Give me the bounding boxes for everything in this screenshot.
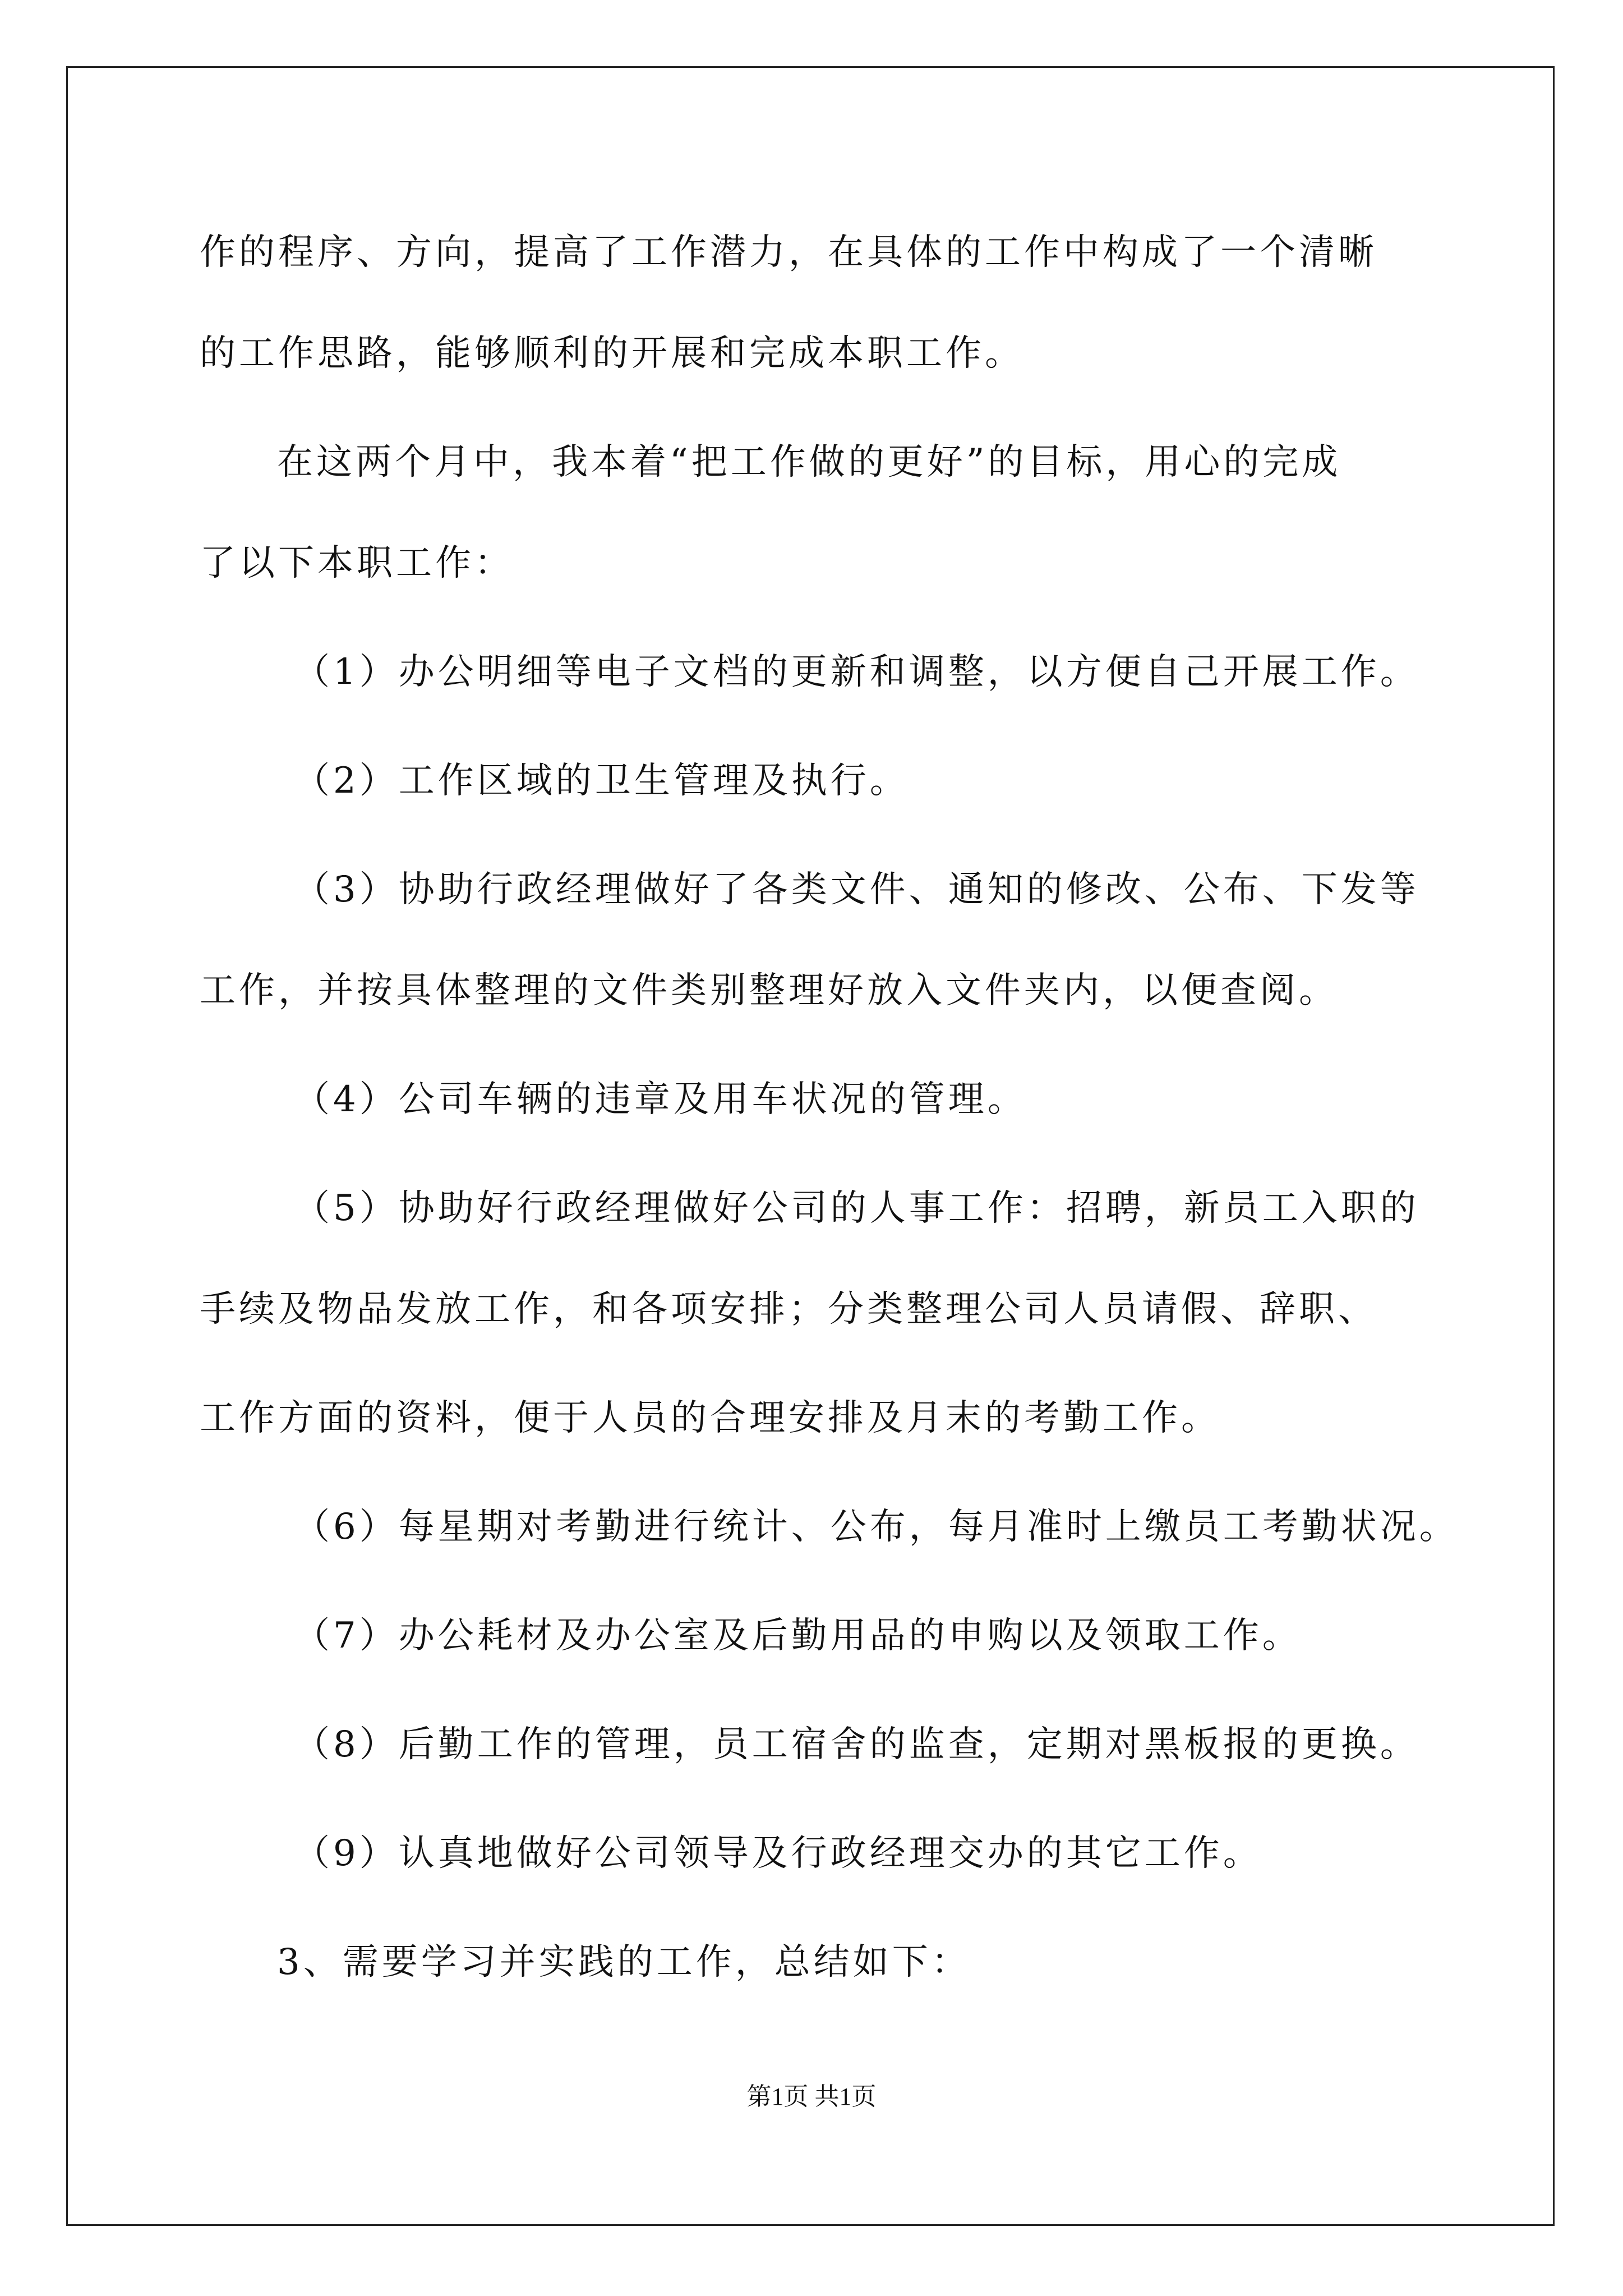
- list-item: （1）办公明细等电子文档的更新和调整，以方便自己开展工作。: [294, 651, 1419, 693]
- list-item: （2）工作区域的卫生管理及执行。: [294, 760, 909, 802]
- list-item: （3）协助行政经理做好了各类文件、通知的修改、公布、下发等: [294, 869, 1419, 910]
- page-border: [66, 66, 1555, 2226]
- text-line: 工作方面的资料，便于人员的合理安排及月末的考勤工作。: [200, 1397, 1220, 1439]
- list-item: （8）后勤工作的管理，员工宿舍的监查，定期对黑板报的更换。: [294, 1724, 1419, 1765]
- page-number-footer: 第1页 共1页: [746, 2083, 877, 2110]
- list-item: （5）协助好行政经理做好公司的人事工作：招聘，新员工入职的: [294, 1188, 1419, 1229]
- section-heading: 3、需要学习并实践的工作，总结如下：: [277, 1941, 971, 1983]
- list-item: （6）每星期对考勤进行统计、公布，每月准时上缴员工考勤状况。: [294, 1506, 1459, 1548]
- text-line: 了以下本职工作：: [200, 542, 514, 584]
- text-line: 的工作思路，能够顺利的开展和完成本职工作。: [200, 333, 1024, 374]
- list-item: （9）认真地做好公司领导及行政经理交办的其它工作。: [294, 1833, 1262, 1874]
- text-line: 在这两个月中，我本着“把工作做的更好”的目标，用心的完成: [277, 441, 1341, 483]
- text-line: 工作，并按具体整理的文件类别整理好放入文件夹内，以便查阅。: [200, 970, 1338, 1011]
- text-line: 作的程序、方向，提高了工作潜力，在具体的工作中构成了一个清晰: [200, 232, 1377, 273]
- list-item: （7）办公耗材及办公室及后勤用品的申购以及领取工作。: [294, 1615, 1302, 1657]
- text-line: 手续及物品发放工作，和各项安排；分类整理公司人员请假、辞职、: [200, 1289, 1377, 1330]
- list-item: （4）公司车辆的违章及用车状况的管理。: [294, 1079, 1027, 1120]
